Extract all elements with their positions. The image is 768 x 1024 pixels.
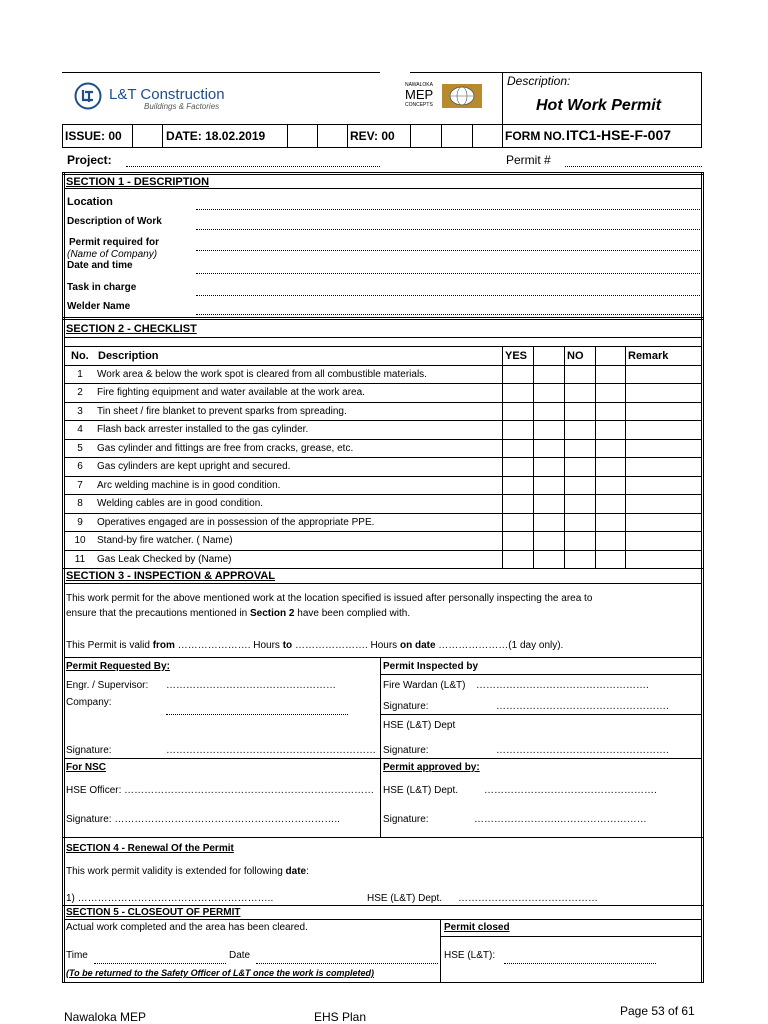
partner-subtitle: CONCEPTS (405, 102, 433, 108)
permit-number-label: Permit # (506, 153, 551, 167)
para2-part-c: have been complied with. (294, 608, 411, 619)
renewal-text-a: This work permit validity is extended for following (66, 866, 286, 877)
renewal-text-c: : (306, 866, 309, 877)
issue-number: ISSUE: 00 (65, 129, 122, 143)
engr-supervisor-label: Engr. / Supervisor: (66, 680, 149, 691)
checklist-item-desc: Flash back arrester installed to the gas cylinder. (97, 424, 309, 435)
checklist-item-desc: Gas cylinder and fittings are free from cracks, grease, etc. (97, 443, 354, 454)
closeout-hse-field[interactable] (504, 963, 656, 964)
checklist-item-no: 7 (77, 480, 83, 491)
company-subtitle: Buildings & Factories (144, 102, 220, 111)
nsc-signature-field[interactable]: Signature: ………………………………………………………….. (66, 814, 340, 825)
section4-title: SECTION 4 - Renewal Of the Permit (66, 843, 234, 854)
checklist-item-desc: Stand-by fire watcher. ( Name) (97, 535, 233, 546)
welder-name-field[interactable] (196, 314, 700, 315)
approved-hse-dept-label: HSE (L&T) Dept. (383, 785, 459, 796)
valid-text-a: This Permit is valid (66, 640, 153, 651)
checklist-item-desc: Arc welding machine is in good condition. (97, 480, 281, 491)
checklist-item-no: 2 (77, 387, 83, 398)
form-no-label: FORM NO. (505, 129, 565, 143)
project-label: Project: (67, 153, 112, 167)
description-of-work-field[interactable] (196, 229, 700, 230)
valid-from: from (152, 640, 175, 651)
permit-number-field[interactable] (565, 166, 702, 167)
company-name: L&T Construction (109, 86, 225, 103)
renewal-text (66, 866, 309, 877)
partner-name: MEP (405, 87, 434, 102)
approved-signature-label: Signature: (383, 814, 429, 825)
valid-text-c: …………………. Hours (292, 640, 400, 651)
checklist-item-no: 4 (77, 424, 83, 435)
task-in-charge-field[interactable] (196, 295, 700, 296)
col-description-header: Description (98, 350, 159, 362)
welder-name-label: Welder Name (67, 301, 131, 312)
lt-logo (74, 82, 102, 110)
location-field[interactable] (196, 209, 700, 210)
checklist-item-no: 3 (77, 406, 83, 417)
form-title: Hot Work Permit (536, 97, 662, 114)
task-in-charge-label: Task in charge (67, 282, 137, 293)
permit-inspected-by-label: Permit Inspected by (383, 661, 479, 672)
permit-closed-label: Permit closed (444, 922, 510, 933)
hse-signature-field[interactable]: ……………………………………………. (496, 745, 669, 756)
permit-required-for-label: Permit required for (69, 237, 160, 248)
valid-to: to (282, 640, 293, 651)
checklist-item-no: 11 (74, 554, 86, 565)
location-label: Location (67, 196, 113, 208)
renewal-date-field[interactable]: 1) ………………………………………………….. (66, 893, 274, 904)
valid-text-b: …………………. Hours (174, 640, 283, 651)
checklist-item-desc: Gas Leak Checked by (Name) (97, 554, 232, 565)
renewal-hse-dept-field[interactable]: …………………………………… (458, 893, 598, 904)
revision-number: REV: 00 (350, 129, 395, 143)
for-nsc-label: For NSC (66, 762, 106, 773)
globe-icon (442, 84, 482, 108)
form-no-value: ITC1-HSE-F-007 (566, 127, 672, 143)
date-and-time-field[interactable] (196, 273, 700, 274)
renewal-date-word: date (285, 866, 307, 877)
date-and-time-label: Date and time (67, 260, 133, 271)
description-label: Description: (507, 74, 571, 88)
inspected-signature-field[interactable]: ……………………………………………. (496, 701, 669, 712)
fire-warden-field[interactable]: ……………………………………………. (476, 680, 649, 691)
lt-logo-icon (74, 82, 102, 110)
checklist-item-no: 1 (77, 369, 83, 380)
section3-paragraph-line1: This work permit for the above mentioned work at the location specified is issued after personally inspecting the area to (66, 593, 593, 604)
approved-hse-dept-field[interactable]: ……………………………………………. (484, 785, 657, 796)
page-number: Page 53 of 61 (620, 1004, 695, 1018)
checklist-item-no: 8 (77, 498, 83, 509)
permit-requested-by-label: Permit Requested By: (66, 661, 170, 672)
section3-paragraph-line2 (66, 608, 410, 619)
valid-on-date: on date (399, 640, 436, 651)
closeout-date-field[interactable] (256, 963, 438, 964)
closeout-date-label: Date (229, 950, 251, 961)
name-of-company-label: (Name of Company) (67, 249, 158, 260)
hse-officer-field[interactable]: HSE Officer: ………………………………………………………………… (66, 785, 375, 796)
col-yes-header: YES (505, 350, 528, 362)
hse-dept-label: HSE (L&T) Dept (383, 720, 456, 731)
checklist-item-desc: Work area & below the work spot is cleared from all combustible materials. (97, 369, 427, 380)
footer-center: EHS Plan (314, 1010, 367, 1024)
section2-title: SECTION 2 - CHECKLIST (66, 323, 197, 335)
issue-date: DATE: 18.02.2019 (166, 129, 266, 143)
closeout-time-label: Time (66, 950, 88, 961)
checklist-item-desc: Tin sheet / fire blanket to prevent sparks from spreading. (97, 406, 347, 417)
para2-section-ref: Section 2 (250, 608, 295, 619)
company-field[interactable] (166, 714, 348, 715)
requested-signature-label: Signature: (66, 745, 112, 756)
requested-signature-field[interactable]: ……………………………………………………… (166, 745, 376, 756)
closeout-time-field[interactable] (94, 963, 226, 964)
partner-small-text: NAWALOKA (405, 82, 433, 88)
work-completed-text: Actual work completed and the area has been cleared. (66, 922, 308, 933)
closeout-hse-label: HSE (L&T): (444, 950, 496, 961)
footer-left: Nawaloka MEP (64, 1010, 147, 1024)
checklist-item-no: 5 (77, 443, 83, 454)
checklist-item-no: 6 (77, 461, 83, 472)
col-remark-header: Remark (628, 350, 669, 362)
renewal-hse-dept-label: HSE (L&T) Dept. (367, 893, 443, 904)
col-no-answer-header: NO (567, 350, 584, 362)
permit-required-for-field[interactable] (196, 250, 700, 251)
checklist-item-no: 9 (77, 517, 83, 528)
checklist-item-desc: Operatives engaged are in possession of the appropriate PPE. (97, 517, 375, 528)
hse-signature-label: Signature: (383, 745, 429, 756)
permit-approved-by-label: Permit approved by: (383, 762, 480, 773)
checklist-item-no: 10 (74, 535, 86, 546)
checklist-item-desc: Welding cables are in good condition. (97, 498, 264, 509)
checklist-item-desc: Fire fighting equipment and water available at the work area. (97, 387, 365, 398)
fire-warden-label: Fire Wardan (L&T) (383, 680, 466, 691)
company-label: Company: (66, 697, 112, 708)
description-of-work-label: Description of Work (67, 216, 162, 227)
col-no-header: No. (71, 350, 89, 362)
section3-title: SECTION 3 - INSPECTION & APPROVAL (66, 570, 276, 582)
closeout-note: (To be returned to the Safety Officer of L&T once the work is completed) (66, 968, 375, 978)
inspected-signature-label: Signature: (383, 701, 429, 712)
permit-validity-line (66, 640, 563, 651)
section1-title: SECTION 1 - DESCRIPTION (66, 176, 210, 188)
checklist-item-desc: Gas cylinders are kept upright and secured. (97, 461, 291, 472)
approved-signature-field[interactable]: …………………….……………………… (474, 814, 647, 825)
section5-title: SECTION 5 - CLOSEOUT OF PERMIT (66, 907, 241, 918)
valid-text-d: …………………(1 day only). (435, 640, 564, 651)
engr-supervisor-field[interactable]: …………………………………………… (166, 680, 336, 691)
project-field[interactable] (126, 166, 380, 167)
para2-part-a: ensure that the precautions mentioned in (66, 608, 251, 619)
